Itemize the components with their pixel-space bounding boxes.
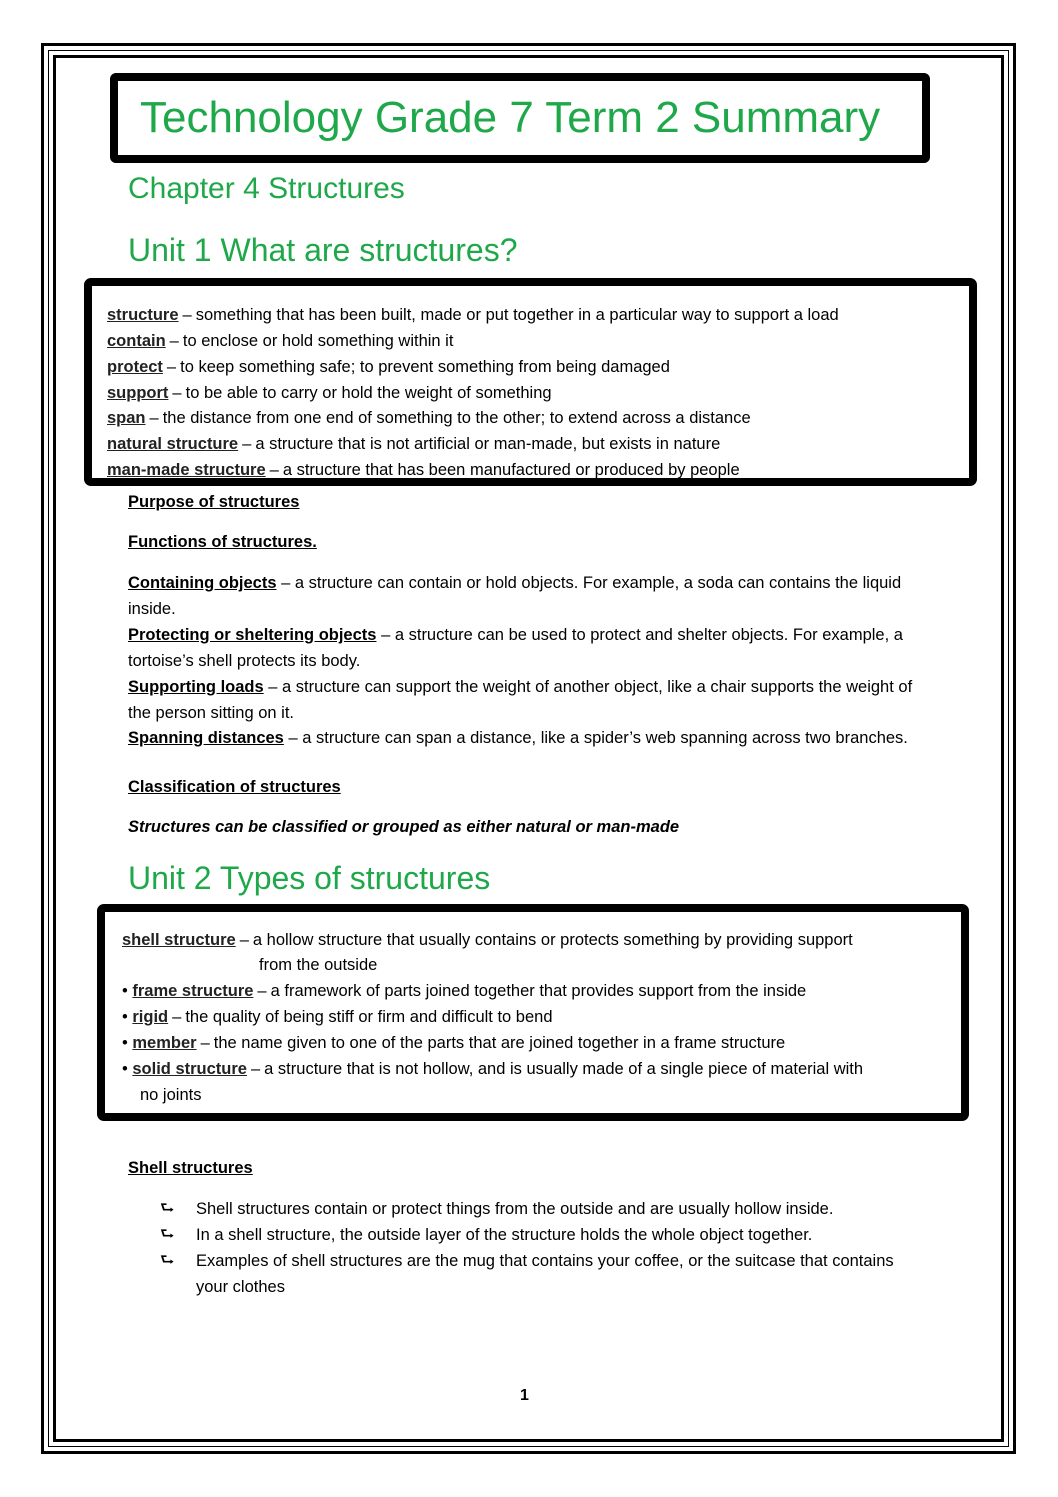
arrow-icon: ⮑ [160,1252,175,1269]
definition-dash: – [169,332,179,350]
list-item [160,1222,920,1248]
definition-text: a hollow structure that usually contains or protects something by providing support [252,931,853,949]
page-title: Technology Grade 7 Term 2 Summary [140,93,881,142]
definition-term: protect [107,358,163,376]
definition-dash: – [200,1034,210,1052]
page-number: 1 [520,1387,529,1404]
list-item-text: In a shell structure, the outside layer of the structure holds the whole object together. [196,1226,813,1244]
function-item [128,725,918,751]
definition-text: a framework of parts joined together that provides support from the inside [270,982,807,1000]
definition-dash: – [172,384,182,402]
definition-item [107,357,670,377]
unit2-heading: Unit 2 Types of structures [128,860,491,896]
bullet-icon: • [122,1034,128,1052]
definition-dash: – [257,982,267,1000]
definition-term: support [107,384,169,402]
definition-dash: – [166,358,177,376]
definition-item [122,1007,553,1027]
list-item-text: Shell structures contain or protect things from the outside and are usually hollow inside. [196,1200,834,1218]
definition-item [107,460,740,480]
definition-item [107,383,552,403]
arrow-icon: ⮑ [160,1226,175,1243]
definition-text: the name given to one of the parts that are joined together in a frame structure [213,1034,786,1052]
function-item [128,570,918,622]
unit2-definitions-box [97,904,969,1121]
purpose-heading: Purpose of structures [128,493,300,511]
definition-text: a structure that is not hollow, and is usually made of a single piece of material with [264,1060,864,1078]
definition-text: something that has been built, made or put together in a particular way to support a load [195,306,839,324]
function-text: a structure can span a distance, like a spider’s web spanning across two branches. [302,729,908,747]
function-term: Containing objects [128,574,277,592]
function-dash: – [268,678,278,696]
bullet-icon: • [122,1060,128,1078]
chapter-heading: Chapter 4 Structures [128,172,405,205]
definition-text: to keep something safe; to prevent something from being damaged [180,358,670,376]
definition-term: span [107,409,146,427]
unit1-definitions-box [84,278,977,486]
definition-continuation: from the outside [259,956,378,974]
classification-text: Structures can be classified or grouped as either natural or man-made [128,818,680,836]
list-item [160,1248,920,1300]
definition-item [107,305,839,325]
definition-item [122,1033,785,1053]
function-term: Spanning distances [128,729,284,747]
definition-text: to be able to carry or hold the weight of something [185,384,552,402]
definition-term: natural structure [107,435,239,453]
definition-term: rigid [132,1008,169,1026]
definition-dash: – [172,1008,182,1026]
function-term: Supporting loads [128,678,264,696]
function-text: a structure can contain or hold objects. For example, a soda can contains the liquid inside. [128,574,902,618]
list-item-text: Examples of shell structures are the mug that contains your coffee, or the suitcase that contains your clothes [196,1252,894,1296]
definition-dash: – [242,435,252,453]
definition-text: a structure that is not artificial or man-made, but exists in nature [255,435,721,453]
definition-item [107,434,720,454]
definition-text: a structure that has been manufactured or produced by people [282,461,740,479]
function-dash: – [381,626,391,644]
definition-dash: – [149,409,159,427]
definition-continuation: no joints [140,1086,202,1104]
function-dash: – [281,574,291,592]
function-text: a structure can support the weight of another object, like a chair supports the weight of the person sitting on it. [128,678,913,722]
definition-dash: – [269,461,279,479]
definition-text: the distance from one end of something to the other; to extend across a distance [162,409,751,427]
definition-term: man-made structure [107,461,266,479]
function-term: Protecting or sheltering objects [128,626,377,644]
definition-item [107,408,751,428]
definition-text: to enclose or hold something within it [182,332,454,350]
function-item [128,622,918,674]
definition-term: solid structure [132,1060,247,1078]
title-box [110,73,930,163]
definition-item [122,930,853,950]
definition-term: structure [107,306,179,324]
unit1-heading: Unit 1 What are structures? [128,232,518,268]
definition-term: member [132,1034,197,1052]
bullet-icon: • [122,982,128,1000]
definition-dash: – [239,931,249,949]
function-item [128,674,918,726]
arrow-icon: ⮑ [160,1200,175,1217]
definition-text: the quality of being stiff or firm and difficult to bend [185,1008,553,1026]
bullet-icon: • [122,1008,128,1026]
function-dash: – [288,729,298,747]
definition-item [122,981,806,1001]
function-text: a structure can be used to protect and shelter objects. For example, a tortoise’s shell protects its body. [128,626,903,670]
list-item [160,1196,920,1222]
definition-item [107,331,453,351]
shell-structures-list [160,1196,920,1300]
definition-term: contain [107,332,166,350]
functions-heading: Functions of structures. [128,533,317,551]
definition-dash: – [250,1060,261,1078]
definition-dash: – [182,306,192,324]
definition-term: shell structure [122,931,236,949]
definition-item [122,1059,863,1079]
definition-term: frame structure [132,982,254,1000]
classification-heading: Classification of structures [128,778,341,796]
shell-structures-heading: Shell structures [128,1159,253,1177]
